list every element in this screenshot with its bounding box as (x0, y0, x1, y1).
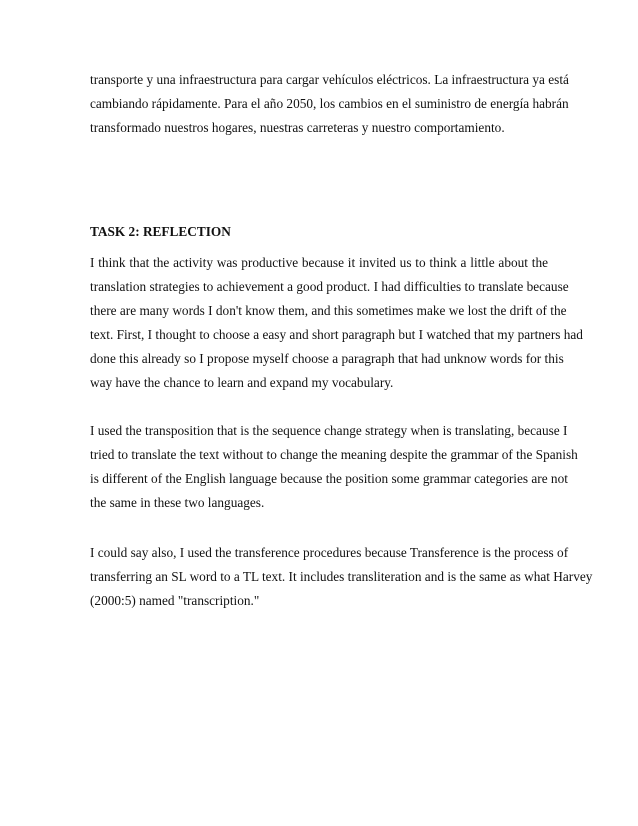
reflection-paragraph-3 (90, 541, 593, 613)
paragraph-line: transporte y una infraestructura para cargar vehículos eléctricos. La infraestructura ya está (90, 72, 569, 87)
paragraph-line: I think that the activity was productive because it invited us to think a little about the (90, 255, 548, 270)
paragraph-line: done this already so I propose myself choose a paragraph that had unknow words for this (90, 351, 564, 366)
paragraph-line: there are many words I don't know them, and this sometimes make we lost the drift of the (90, 303, 567, 318)
paragraph-line: I could say also, I used the transference procedures because Transference is the process of (90, 545, 569, 560)
paragraph-line: cambiando rápidamente. Para el año 2050, los cambios en el suministro de energía habrán (90, 96, 569, 111)
paragraph-line: tried to translate the text without to change the meaning despite the grammar of the Spanish (90, 447, 578, 462)
paragraph-line: the same in these two languages. (90, 495, 265, 510)
paragraph-line: is different of the English language because the position some grammar categories are not (90, 471, 568, 486)
paragraph-line: text. First, I thought to choose a easy and short paragraph but I watched that my partners had (90, 327, 583, 342)
intro-paragraph (90, 68, 569, 140)
paragraph-line: translation strategies to achievement a good product. I had difficulties to translate because (90, 279, 569, 294)
paragraph-line: transferring an SL word to a TL text. It includes transliteration and is the same as what Harvey (90, 569, 593, 584)
paragraph-line: (2000:5) named "transcription." (90, 593, 260, 608)
paragraph-line: transformado nuestros hogares, nuestras carreteras y nuestro comportamiento. (90, 120, 505, 135)
paragraph-line: I used the transposition that is the sequence change strategy when is translating, because I (90, 423, 568, 438)
section-heading: TASK 2: REFLECTION (90, 224, 231, 239)
paragraph-line: way have the chance to learn and expand my vocabulary. (90, 375, 394, 390)
reflection-paragraph-1 (90, 251, 583, 395)
reflection-paragraph-2 (90, 419, 578, 515)
